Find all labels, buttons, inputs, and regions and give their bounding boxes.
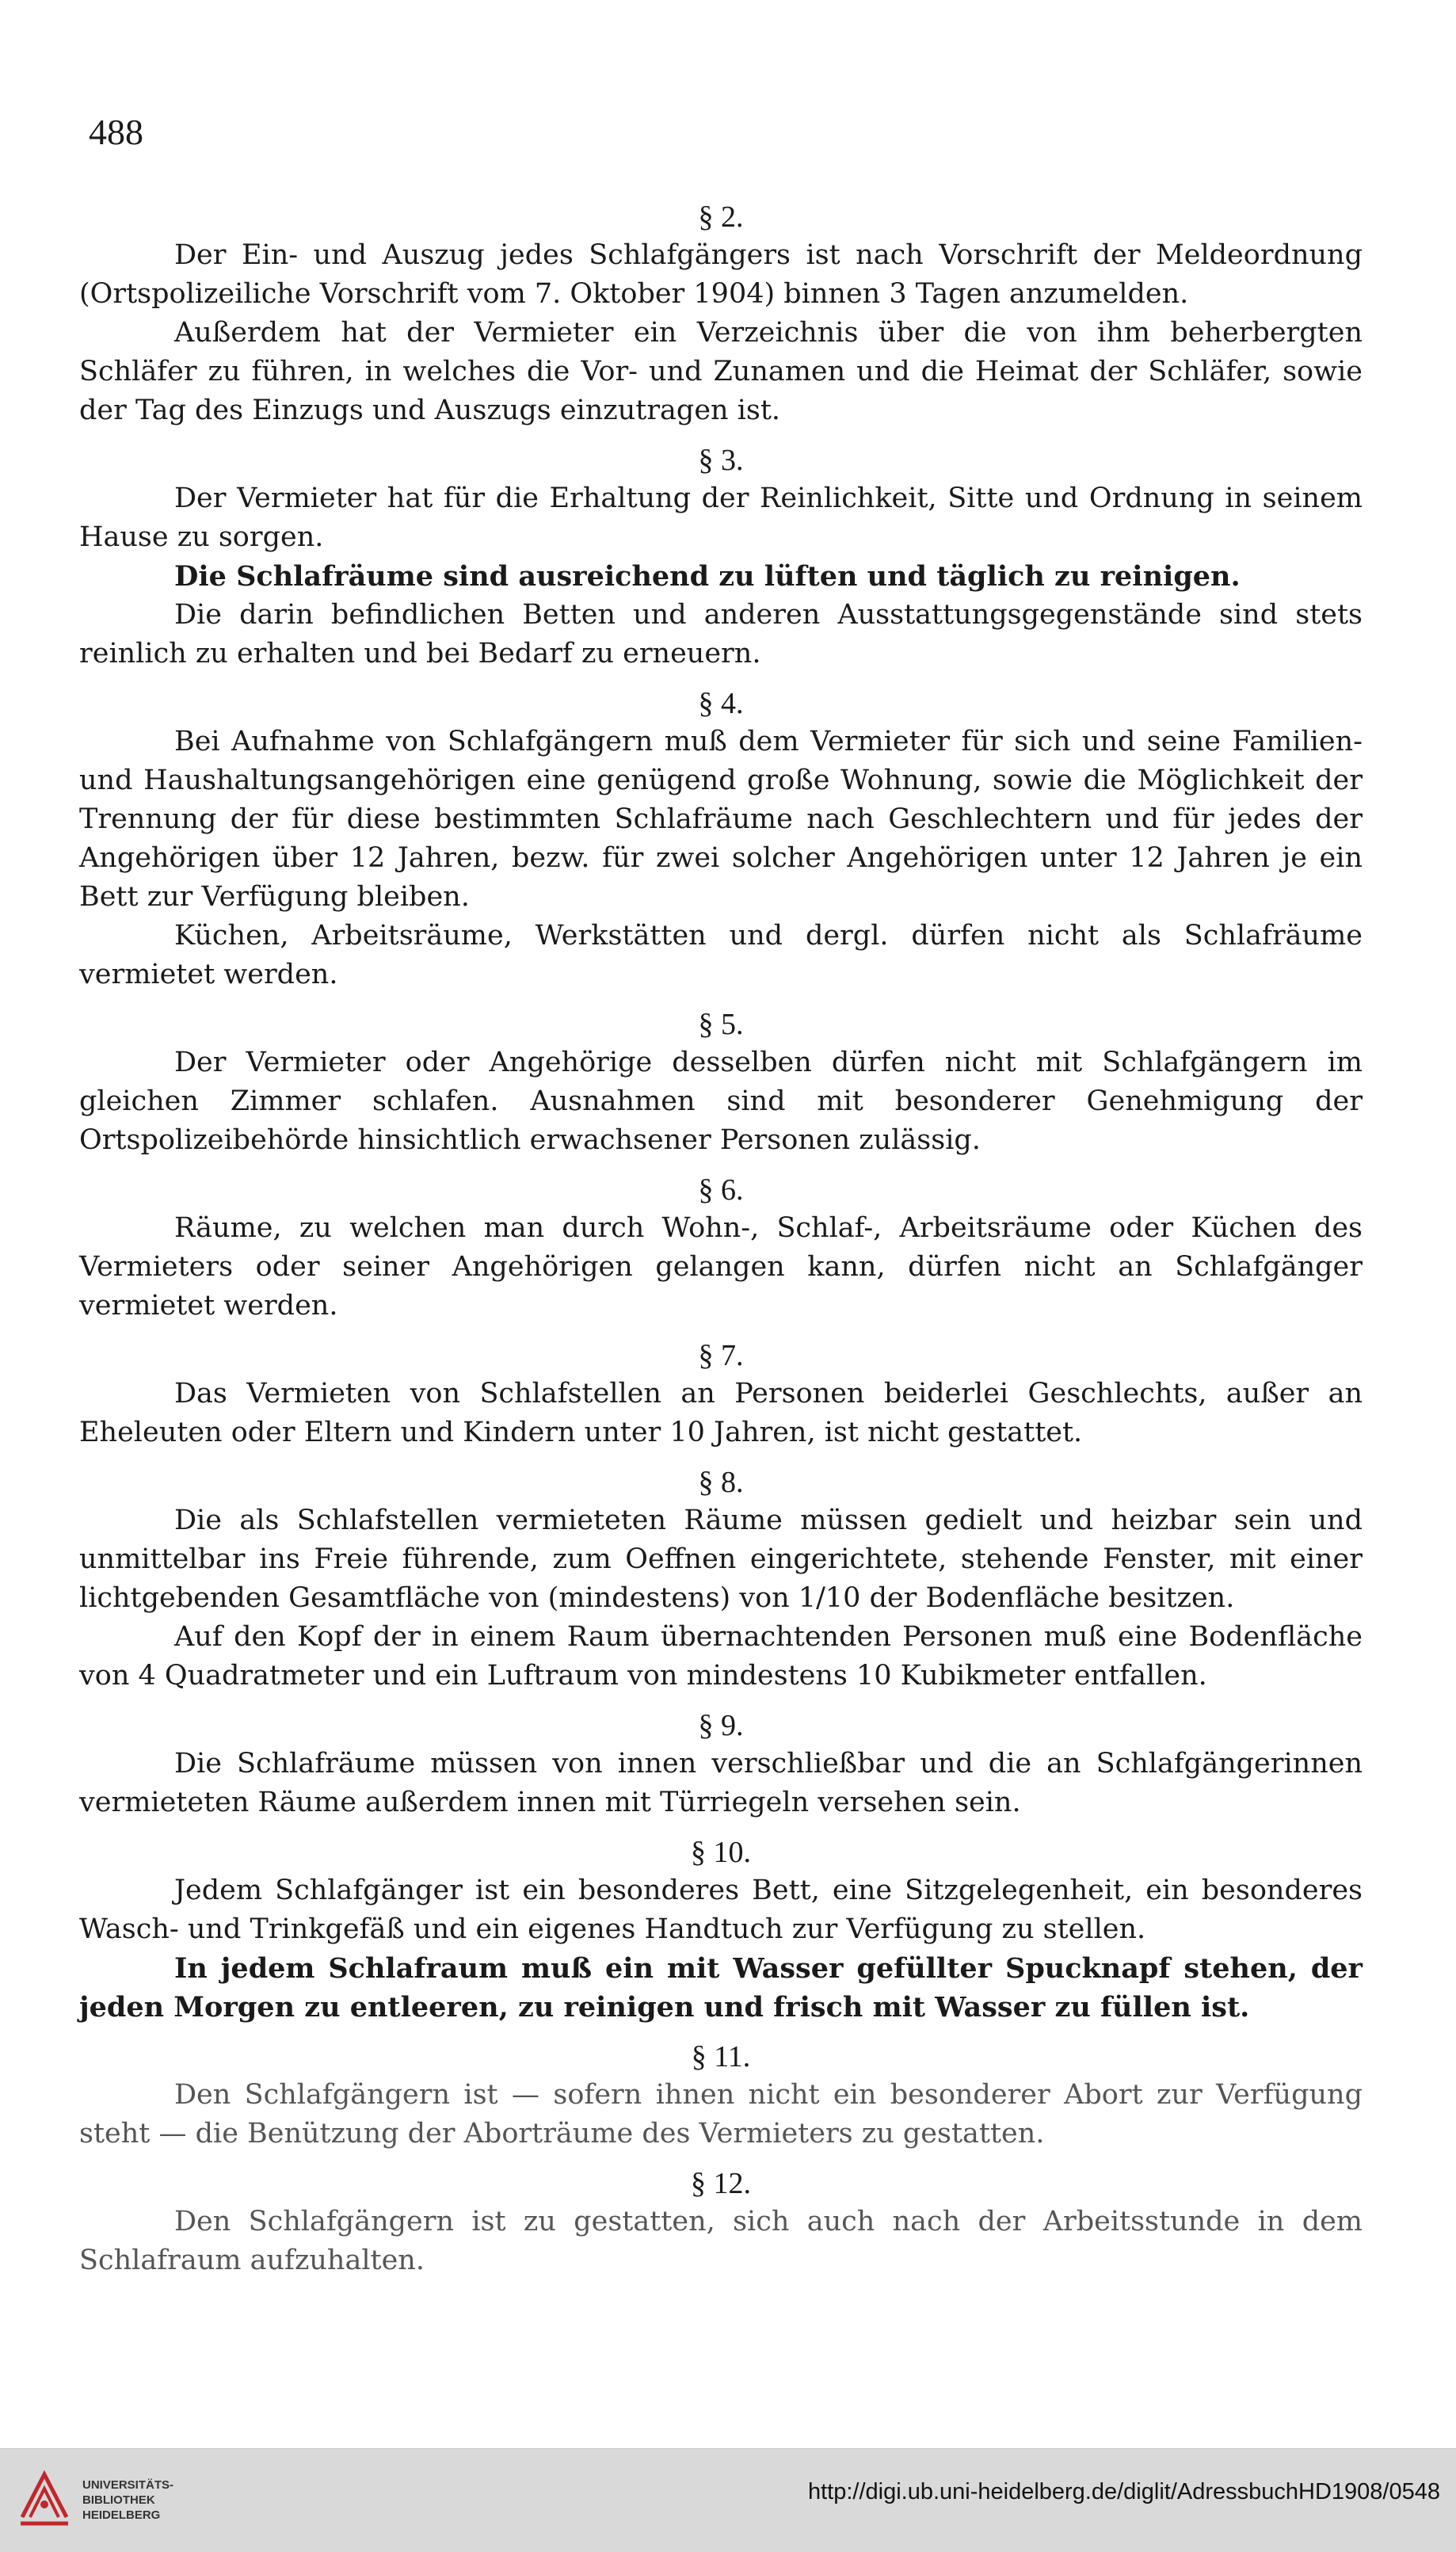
section-heading: § 5.: [698, 1008, 744, 1041]
section-heading: § 11.: [691, 2040, 751, 2073]
paragraph: Die darin befindlichen Betten und anderen Ausstattungsgegenstände sind stets reinlich zu erhalten und bei Bedarf zu erneuern.: [79, 599, 1363, 669]
paragraph: In jedem Schlafraum muß ein mit Wasser gefüllter Spucknapf stehen, der jeden Morgen zu entleeren, zu reinigen und frisch mit Wasser zu füllen ist.: [79, 1952, 1363, 2024]
university-seal-icon: [14, 2470, 74, 2530]
source-url-link[interactable]: http://digi.ub.uni-heidelberg.de/diglit/AdressbuchHD1908/0548: [807, 2479, 1440, 2504]
paragraph: Auf den Kopf der in einem Raum übernachtenden Personen muß eine Bodenfläche von 4 Quadratmeter und ein Luftraum von mindestens 10 Kubikmeter entfallen.: [79, 1621, 1363, 1692]
paragraph: Die Schlafräume sind ausreichend zu lüften und täglich zu reinigen.: [174, 560, 1241, 593]
section-heading: § 3.: [698, 444, 744, 477]
section-heading: § 6.: [698, 1173, 744, 1207]
paragraph: Die als Schlafstellen vermieteten Räume müssen gedielt und heizbar sein und unmittelbar ins Freie führende, zum Oeffnen eingerichtete, stehende Fenster, mit einer lichtgebenden Gesamtfläche von (mindestens) von 1/10 der Bodenfläche besitzen.: [79, 1505, 1363, 1614]
section-heading: § 2.: [698, 200, 744, 234]
logo-line: BIBLIOTHEK: [82, 2493, 155, 2507]
paragraph: Das Vermieten von Schlafstellen an Personen beiderlei Geschlechts, außer an Eheleuten oder Eltern und Kindern unter 10 Jahren, ist nicht gestattet.: [79, 1378, 1363, 1448]
section-heading: § 9.: [698, 1709, 744, 1742]
paragraph: Der Ein- und Auszug jedes Schlafgängers ist nach Vorschrift der Meldeordnung (Ortspolizeiliche Vorschrift vom 7. Oktober 1904) binnen 3 Tagen anzumelden.: [79, 239, 1363, 310]
paragraph: Jedem Schlafgänger ist ein besonderes Bett, eine Sitzgelegenheit, ein besonderes Wasch- und Trinkgefäß und ein eigenes Handtuch zur Verfügung zu stellen.: [79, 1875, 1363, 1945]
section-heading: § 8.: [698, 1466, 744, 1499]
document-body: [79, 198, 1363, 2291]
paragraph: Bei Aufnahme von Schlafgängern muß dem Vermieter für sich und seine Familien- und Haushaltungsangehörigen eine genügend große Wohnung, sowie die Möglichkeit der Trennung der für diese bestimmten Schlafräume nach Geschlechtern und für jedes der Angehörigen über 12 Jahren, bezw. für zwei solcher Angehörigen unter 12 Jahren je ein Bett zur Verfügung bleiben.: [79, 726, 1363, 913]
page-number: 488: [89, 112, 143, 152]
section-heading: § 10.: [691, 1836, 751, 1869]
paragraph: Der Vermieter hat für die Erhaltung der Reinlichkeit, Sitte und Ordnung in seinem Hause zu sorgen.: [79, 483, 1363, 553]
library-logo-text: [82, 2478, 173, 2523]
section-heading: § 4.: [698, 687, 744, 720]
paragraph: Den Schlafgängern ist zu gestatten, sich auch nach der Arbeitsstunde in dem Schlafraum aufzuhalten.: [79, 2206, 1363, 2276]
paragraph: Der Vermieter oder Angehörige desselben dürfen nicht mit Schlafgängern im gleichen Zimmer schlafen. Ausnahmen sind mit besonderer Genehmigung der Ortspolizeibehörde hinsichtlich erwachsener Personen zulässig.: [79, 1047, 1363, 1156]
logo-line: HEIDELBERG: [82, 2508, 161, 2522]
footer-bar: [0, 2448, 1456, 2552]
paragraph: Räume, zu welchen man durch Wohn-, Schlaf-, Arbeitsräume oder Küchen des Vermieters oder seiner Angehörigen gelangen kann, dürfen nicht an Schlafgänger vermietet werden.: [79, 1212, 1363, 1322]
logo-line: UNIVERSITÄTS-: [82, 2478, 174, 2492]
paragraph: Küchen, Arbeitsräume, Werkstätten und dergl. dürfen nicht als Schlafräume vermietet werden.: [79, 920, 1363, 990]
section-heading: § 12.: [691, 2167, 751, 2200]
paragraph: Außerdem hat der Vermieter ein Verzeichnis über die von ihm beherbergten Schläfer zu führen, in welches die Vor- und Zunamen und die Heimat der Schläfer, sowie der Tag des Einzugs und Auszugs einzutragen ist.: [79, 317, 1363, 426]
section-heading: § 7.: [698, 1339, 744, 1372]
paragraph: Den Schlafgängern ist — sofern ihnen nicht ein besonderer Abort zur Verfügung steht — die Benützung der Aborträume des Vermieters zu gestatten.: [79, 2079, 1363, 2150]
paragraph: Die Schlafräume müssen von innen verschließbar und die an Schlafgängerinnen vermieteten Räume außerdem innen mit Türriegeln versehen sein.: [79, 1748, 1363, 1818]
